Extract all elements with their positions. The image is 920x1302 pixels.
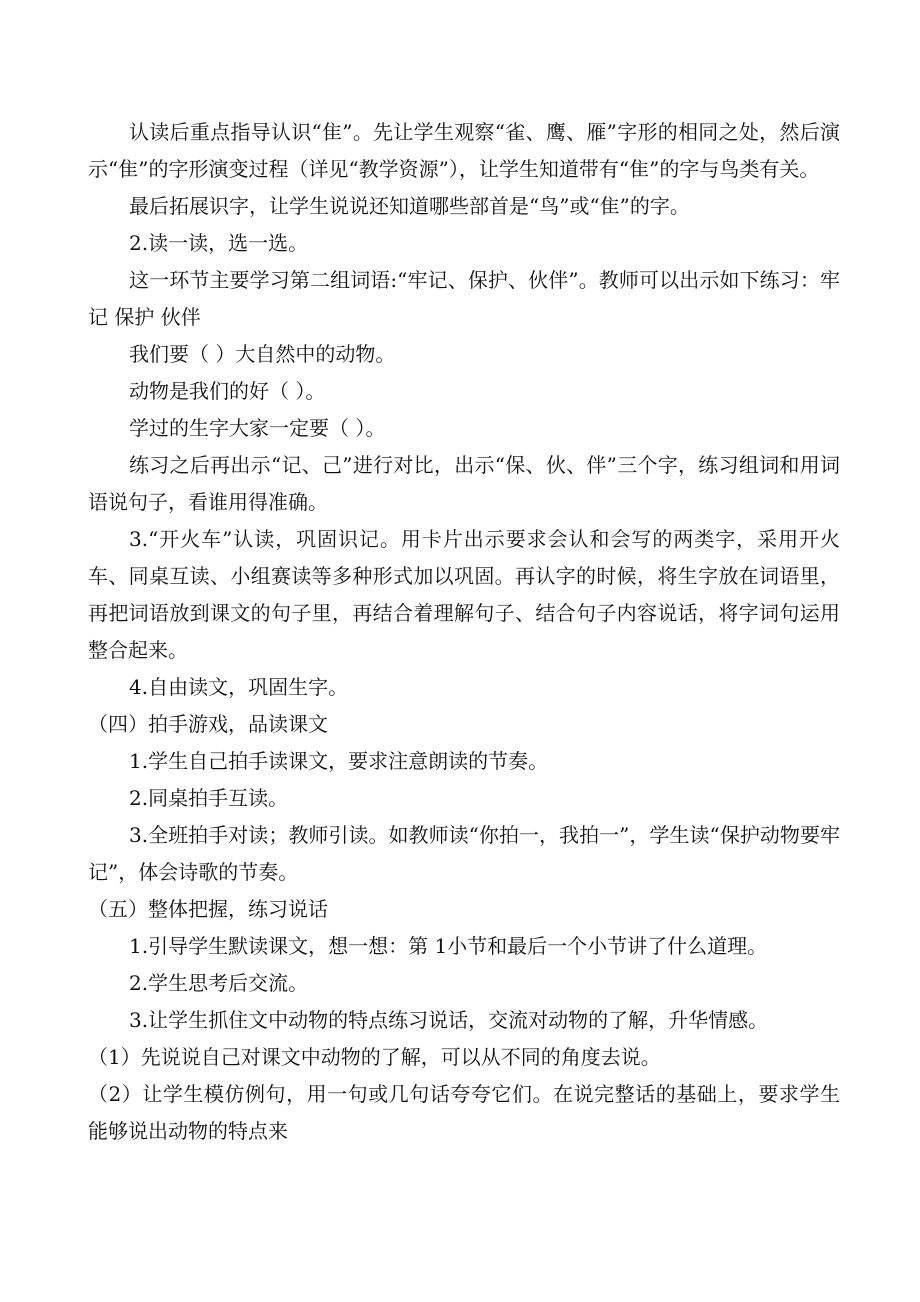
- paragraph-7: 学过的生字大家一定要（ ）。: [129, 416, 386, 440]
- paragraph-18: 3.让学生抓住文中动物的特点练习说话，交流对动物的了解，升华情感。: [129, 1008, 769, 1032]
- sub-item-1: （1）先说说自己对课文中动物的了解，可以从不同的角度去说。: [88, 1045, 661, 1069]
- paragraph-16: 1.引导学生默读课文，想一想：第 1小节和最后一个小节讲了什么道理。: [129, 934, 768, 958]
- paragraph-13: 2.同桌拍手互读。: [129, 786, 289, 810]
- sub-item-2: （2）让学生模仿例句，用一句或几句话夸夸它们。在说完整话的基础上，要求学生能够说出动物的特点来: [88, 1082, 840, 1143]
- paragraph-5: 我们要（ ）大自然中的动物。: [129, 342, 396, 366]
- paragraph-2: 最后拓展识字，让学生说说还知道哪些部首是“鸟”或“隹”的字。: [129, 194, 690, 218]
- section-heading-5: （五）整体把握，练习说话: [88, 897, 328, 921]
- document-page: [88, 114, 840, 1150]
- paragraph-6: 动物是我们的好（ ）。: [129, 379, 326, 403]
- section-heading-4: （四）拍手游戏，品读课文: [88, 712, 328, 736]
- paragraph-1: 认读后重点指导认识“隹”。先让学生观察“雀、鹰、雁”字形的相同之处，然后演 示“隹”的字形演变过程（详见“教学资源”），让学生知道带有“隹”的字与鸟类有关。: [88, 120, 840, 181]
- paragraph-10: 4.自由读文，巩固生字。: [129, 675, 349, 699]
- paragraph-17: 2.学生思考后交流。: [129, 971, 309, 995]
- paragraph-14: 3.全班拍手对读；教师引读。如教师读“你拍一，我拍一”，学生读“保护动物要牢记”，体会诗歌的节奏。: [88, 823, 840, 884]
- paragraph-8: 练习之后再出示“记、己”进行对比，出示“保、伙、伴”三个字，练习组词和用词语说句子，看谁用得准确。: [88, 453, 840, 514]
- paragraph-3: 2.读一读，选一选。: [129, 231, 309, 255]
- paragraph-9: 3.“开火车”认读，巩固识记。用卡片出示要求会认和会写的两类字，采用开火车、同桌互读、小组赛读等多种形式加以巩固。再认字的时候，将生字放在词语里，再把词语放到课文的句子里，再结合着理解句子、结合句子内容说话，将字词句运用整合起来。: [88, 527, 840, 662]
- paragraph-12: 1.学生自己拍手读课文，要求注意朗读的节奏。: [129, 749, 549, 773]
- paragraph-4: 这一环节主要学习第二组词语:“牢记、保护、伙伴”。教师可以出示如下练习：牢记 保护 伙伴: [88, 268, 840, 329]
